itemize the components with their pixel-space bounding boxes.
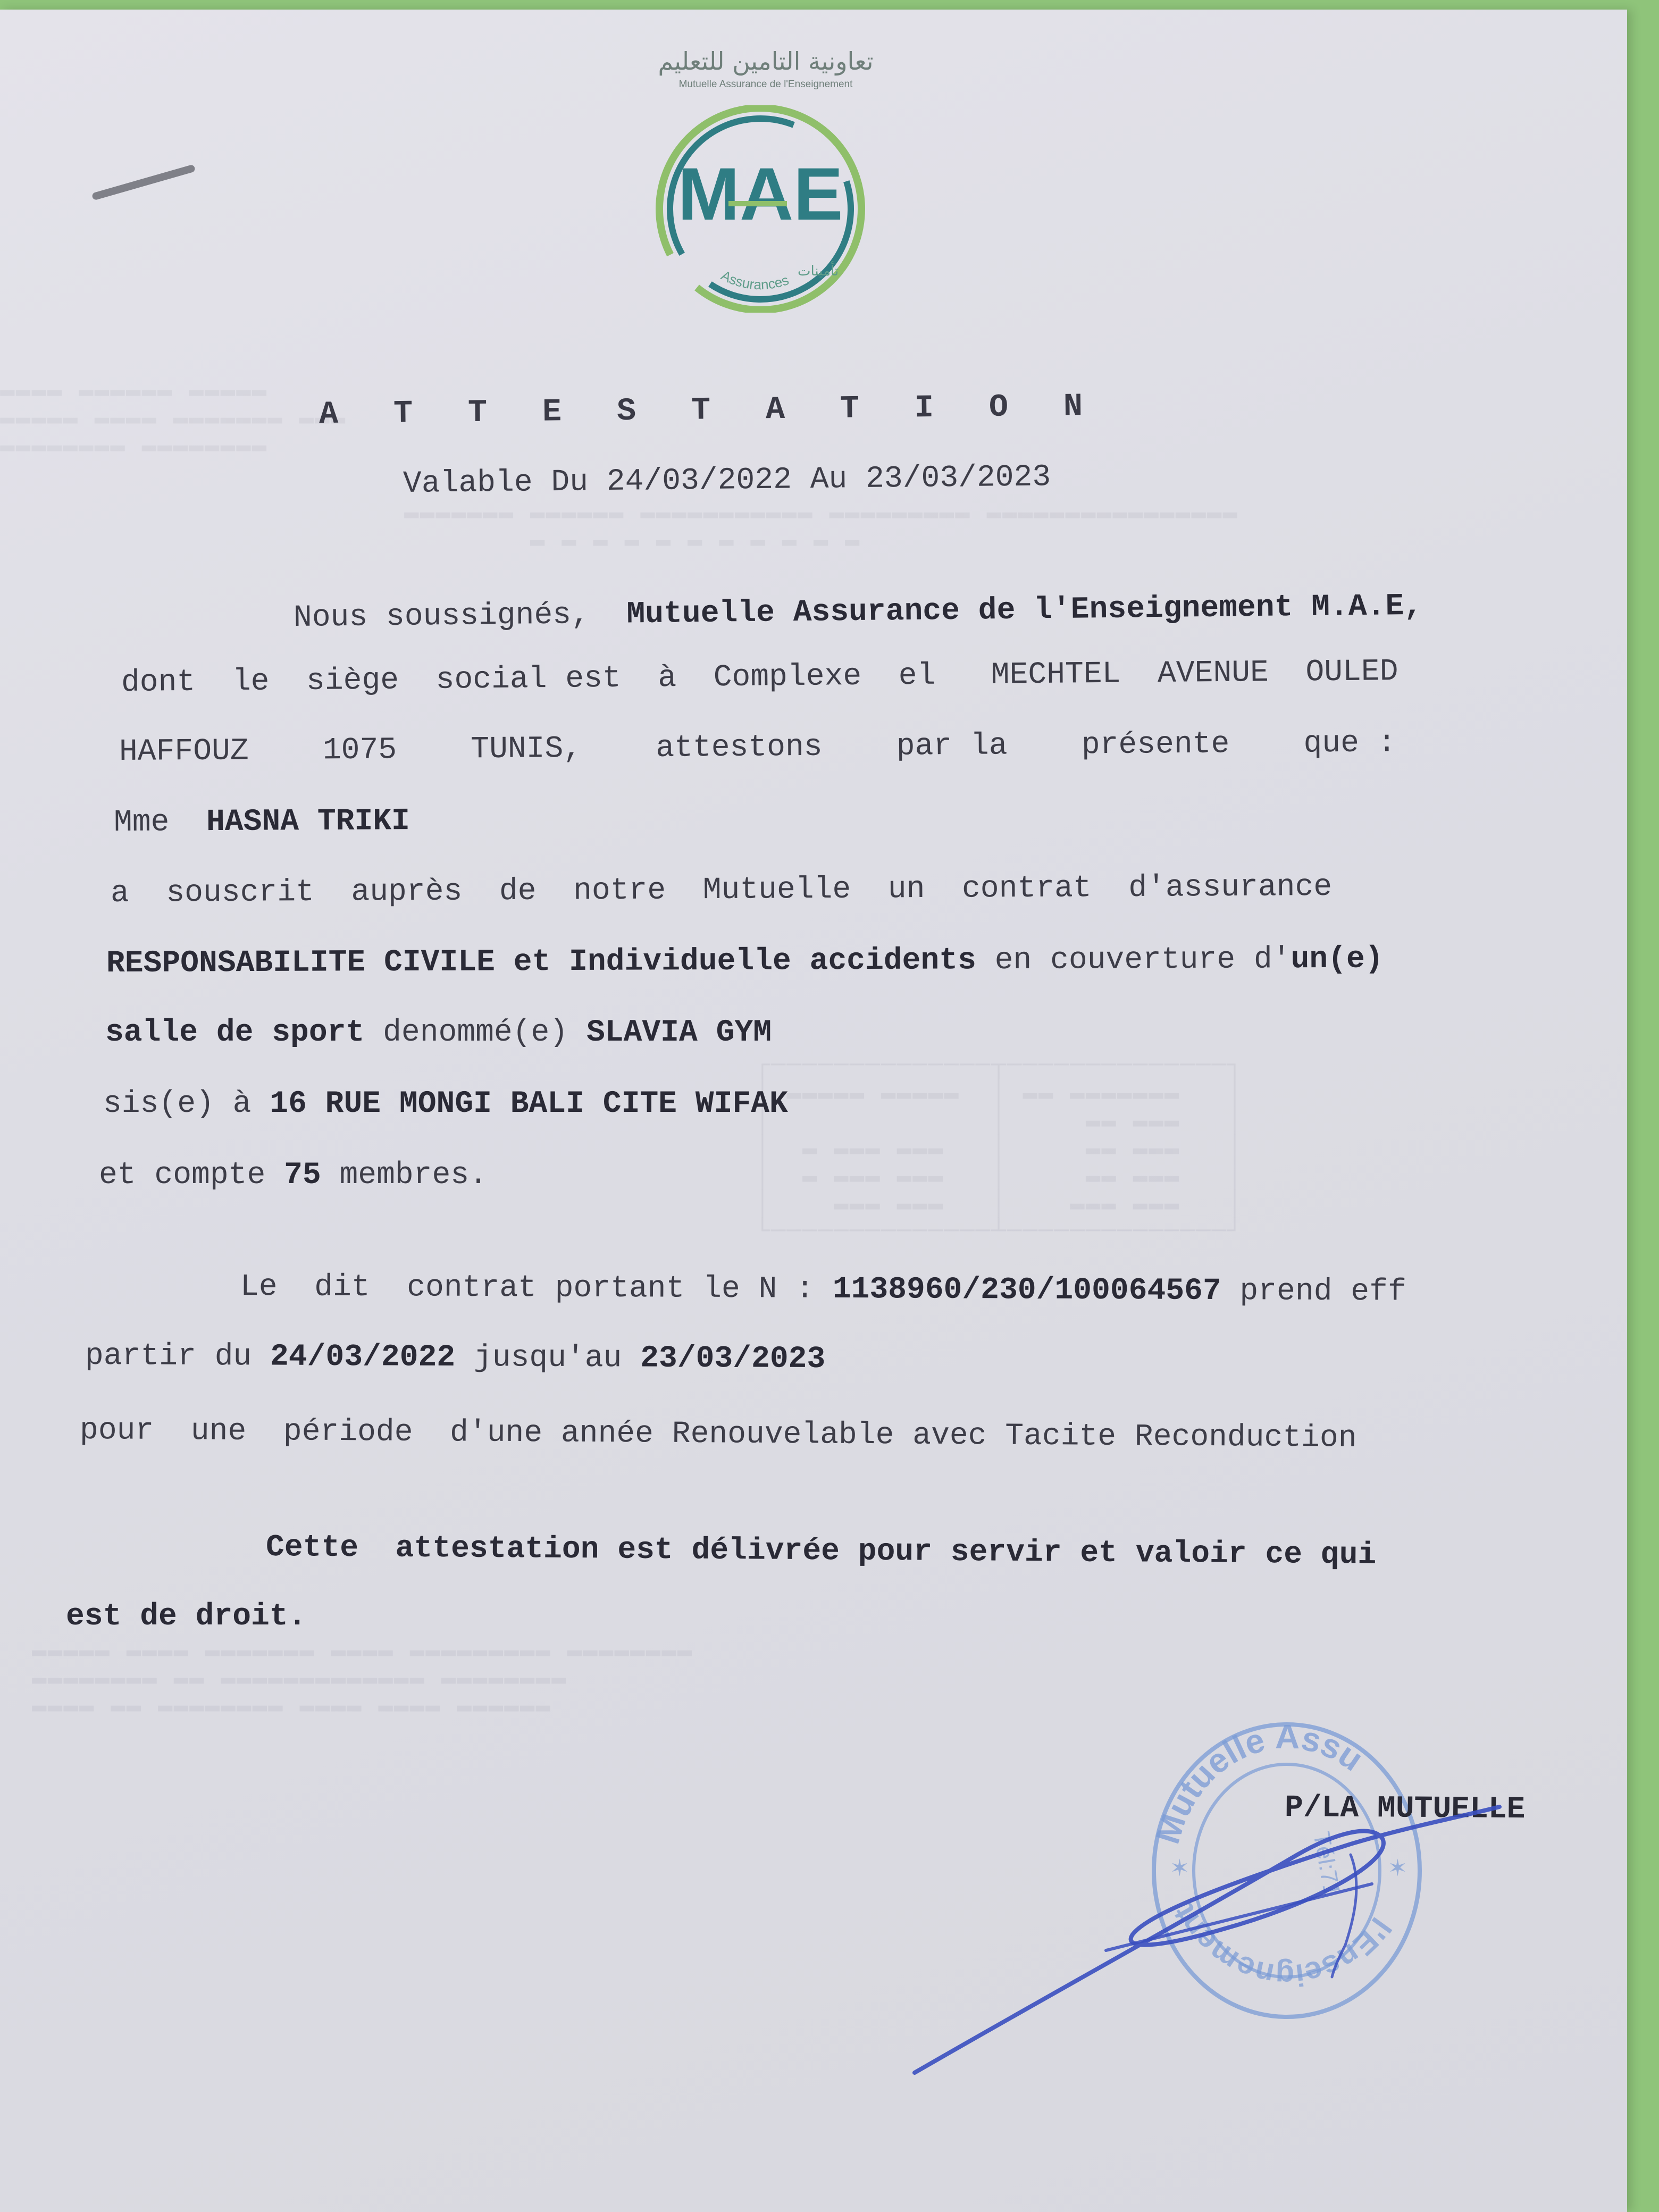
closing-line: est de droit.	[66, 1599, 307, 1634]
org-name-french: Mutuelle Assurance de l'Enseignement	[678, 79, 853, 90]
coverage-object: un(e)	[1291, 942, 1384, 977]
gym-line	[105, 1016, 772, 1050]
address-line: dont le siège social est à Complexe el MECHTEL AVENUE OULED	[121, 655, 1398, 700]
attestation-sheet	[0, 10, 1627, 2212]
from-text: partir du	[85, 1339, 271, 1375]
document-title: ATTESTATION	[319, 388, 1138, 433]
member-count: 75	[284, 1158, 321, 1193]
period-line: pour une période d'une année Renouvelable avec Tacite Reconduction	[79, 1413, 1357, 1456]
bleed-through-text: ▬▬▬▬▬ ▬▬▬▬ ▬▬▬▬▬▬▬ ▬▬▬▬ ▬▬▬▬▬▬▬▬▬ ▬▬▬▬▬▬▬▬ ▬▬▬▬▬▬▬▬ ▬▬ ▬▬▬▬▬▬▬▬▬▬▬▬▬ ▬▬▬▬▬▬▬▬ ▬▬▬▬ ▬▬ ▬▬▬▬▬▬▬▬ ▬▬▬▬ ▬▬▬▬ ▬▬▬▬▬▬	[32, 1637, 693, 1720]
named-text: denommé(e)	[364, 1016, 586, 1050]
until-text: jusqu'au	[455, 1340, 641, 1376]
intro-text: Nous soussignés,	[293, 598, 590, 635]
star-icon: ✶	[1388, 1855, 1407, 1882]
end-date: 23/03/2023	[640, 1341, 826, 1377]
closing-line: Cette attestation est délivrée pour servir et valoir ce qui	[265, 1530, 1377, 1573]
dates-line	[85, 1339, 826, 1377]
pen-mark	[91, 164, 196, 201]
company-name: Mutuelle Assurance de l'Enseignement M.A.E,	[626, 589, 1423, 632]
contract-number: 1138960/230/100064567	[832, 1272, 1221, 1309]
located-text: sis(e) à	[103, 1087, 270, 1121]
contract-text: Le dit contrat portant le N :	[240, 1270, 833, 1307]
contract-number-line	[240, 1270, 1406, 1310]
star-icon: ✶	[1170, 1855, 1189, 1882]
bleed-through-text: ▬▬▬▬ ▬▬▬▬▬▬ ▬▬▬▬▬ ▬▬▬▬▬ ▬▬▬▬ ▬▬▬▬▬▬▬ ▬▬▬ ▬▬▬▬▬▬▬▬ ▬▬▬▬▬▬▬▬	[0, 376, 347, 459]
members-line	[99, 1158, 488, 1193]
address-line: HAFFOUZ 1075 TUNIS, attestons par la présente que :	[119, 726, 1396, 769]
stamp-top-text: Mutuelle Assu	[1148, 1717, 1370, 1848]
stamp-inner-text: Tél:71	[1308, 1830, 1345, 1899]
coverage-text: en couverture d'	[976, 942, 1291, 978]
logo-text: MAE	[677, 152, 843, 236]
signatory-label: P/LA MUTUELLE	[1284, 1791, 1526, 1828]
org-name-arabic: تعاونية التامين للتعليم	[658, 47, 874, 76]
location-line	[103, 1087, 788, 1121]
logo-subtitle-arabic: تأمينات	[798, 263, 839, 279]
logo-subtitle	[718, 267, 791, 292]
gym-name: SLAVIA GYM	[586, 1016, 772, 1050]
bleed-through-table: ┌──────────────┬──────────────┐ │ ▬▬▬▬▬ ▬▬▬▬▬ │ ▬▬ ▬▬▬▬▬▬▬ │ │ │ ▬▬ ▬▬▬ │ │ ▬ ▬▬▬ ▬▬▬ │ ▬▬ ▬▬▬ │ │ ▬ ▬▬▬ ▬▬▬ │ ▬▬ ▬▬▬ │ │ ▬▬▬ ▬▬▬ │ ▬▬▬ ▬▬▬ │ └──────────────┴──────────────┘	[755, 1052, 1243, 1245]
coverage-object: salle de sport	[105, 1016, 365, 1050]
logo-subtitle-french: Assurances	[718, 267, 791, 293]
contract-line: a souscrit auprès de notre Mutuelle un contrat d'assurance	[110, 869, 1333, 911]
mae-logo	[649, 105, 872, 313]
validity-period: Valable Du 24/03/2022 Au 23/03/2023	[403, 460, 1051, 501]
coverage-type: RESPONSABILITE CIVILE et Individuelle accidents	[106, 943, 976, 981]
count-text: et compte	[99, 1158, 284, 1193]
count-text: membres.	[321, 1158, 488, 1193]
bleed-through-text: ▬▬▬▬▬▬▬ ▬▬▬▬▬▬ ▬▬▬▬▬▬▬▬▬▬▬ ▬▬▬▬▬▬▬▬▬ ▬▬▬▬▬▬▬▬▬▬▬▬▬▬▬▬ ▬ ▬ ▬ ▬ ▬ ▬ ▬ ▬ ▬ ▬ ▬	[404, 499, 1239, 554]
holder-line	[114, 804, 410, 840]
stamp-bottom-text: l'Enseignement	[1166, 1899, 1398, 1993]
holder-title: Mme	[113, 805, 170, 840]
paragraph-line	[294, 589, 1423, 635]
gym-address: 16 RUE MONGI BALI CITE WIFAK	[270, 1087, 788, 1121]
coverage-line	[106, 942, 1384, 981]
holder-name: HASNA TRIKI	[206, 804, 410, 840]
handwritten-signature	[893, 1796, 1510, 2094]
start-date: 24/03/2022	[270, 1339, 456, 1376]
contract-text: prend eff	[1221, 1274, 1406, 1310]
